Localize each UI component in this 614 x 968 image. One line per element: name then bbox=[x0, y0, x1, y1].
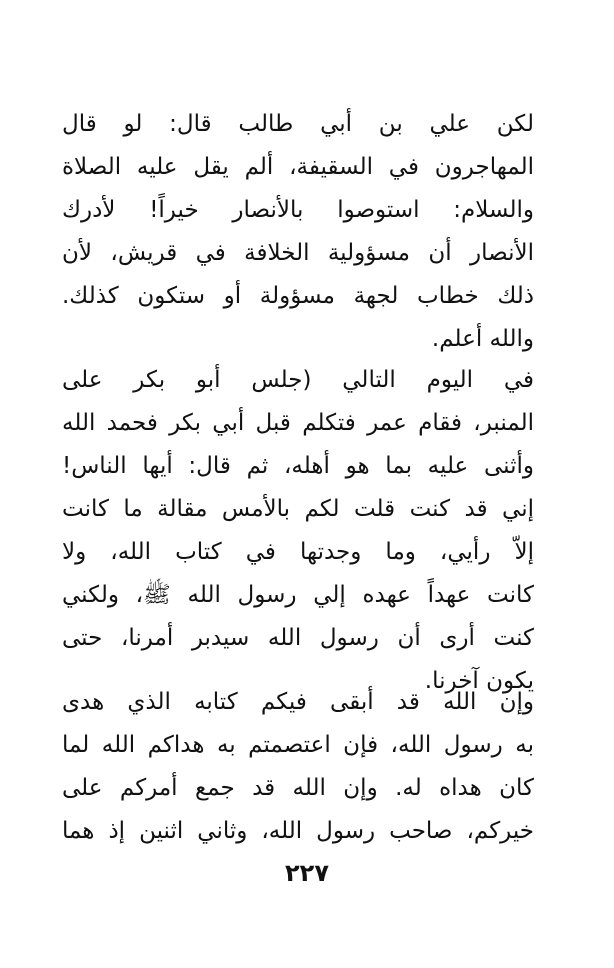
text-line: كانت عهداً عهده إلي رسول الله ﷺ، ولكني bbox=[62, 582, 534, 608]
text-line: والله أعلم. bbox=[431, 326, 534, 352]
text-line: الأنصار أن مسؤولية الخلافة في قريش، لأن bbox=[62, 240, 534, 266]
paragraph-2 bbox=[62, 359, 534, 703]
page-number: ٢٢٧ bbox=[285, 859, 329, 887]
text-line: وإن الله قد أبقى فيكم كتابه الذي هدى bbox=[62, 689, 534, 715]
text-line: خيركم، صاحب رسول الله، وثاني اثنين إذ هما bbox=[62, 818, 534, 844]
text-line: إني قد كنت قلت لكم بالأمس مقالة ما كانت bbox=[62, 496, 534, 522]
text-line: لكن علي بن أبي طالب قال: لو قال bbox=[62, 111, 534, 137]
text-line: ذلك خطاب لجهة مسؤولة أو ستكون كذلك. bbox=[62, 283, 534, 309]
text-line: المهاجرون في السقيفة، ألم يقل عليه الصلاة bbox=[62, 154, 534, 180]
text-line: به رسول الله، فإن اعتصمتم به هداكم الله لما bbox=[62, 732, 534, 758]
text-line: المنبر، فقام عمر فتكلم قبل أبي بكر فحمد الله bbox=[62, 410, 534, 436]
text-line: كان هداه له. وإن الله قد جمع أمركم على bbox=[62, 775, 534, 801]
text-line: في اليوم التالي (جلس أبو بكر على bbox=[62, 367, 534, 393]
paragraph-1 bbox=[62, 103, 534, 361]
paragraph-3 bbox=[62, 681, 534, 853]
text-line: والسلام: استوصوا بالأنصار خيراً! لأدرك bbox=[62, 197, 534, 223]
text-line: يكون آخرنا. bbox=[424, 668, 534, 694]
text-line: كنت أرى أن رسول الله سيدبر أمرنا، حتى bbox=[62, 625, 534, 651]
text-line: وأثنى عليه بما هو أهله، ثم قال: أيها الناس! bbox=[62, 453, 534, 479]
text-line: إلاّ رأيي، وما وجدتها في كتاب الله، ولا bbox=[62, 539, 534, 565]
